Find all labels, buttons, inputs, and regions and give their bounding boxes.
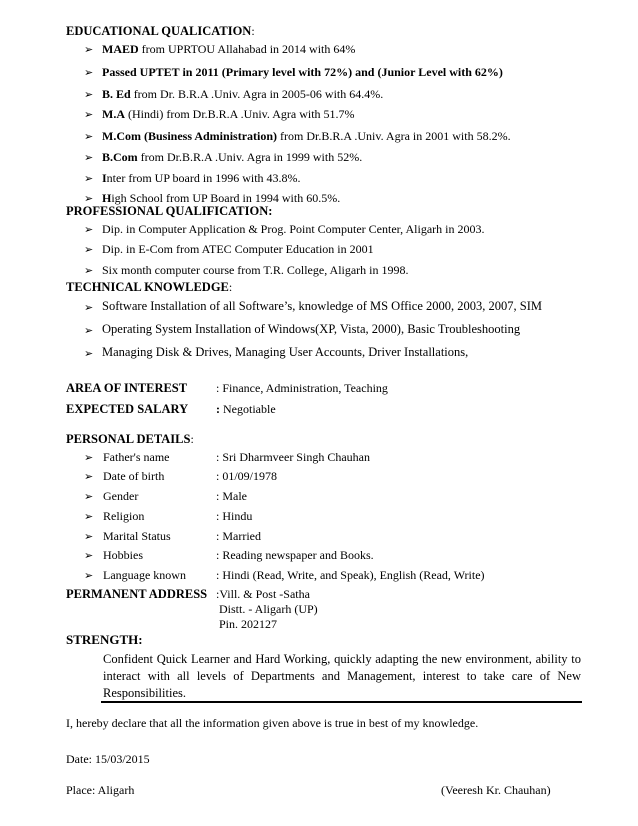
bullet-icon: ➢ [84, 131, 94, 143]
bullet-icon: ➢ [84, 173, 94, 185]
divider [101, 701, 582, 703]
detail-value: : Male [216, 489, 247, 503]
detail-label: Language known [103, 568, 186, 582]
strength-heading: STRENGTH: [66, 632, 143, 647]
bullet-icon: ➢ [84, 152, 94, 164]
detail-label: Marital Status [103, 529, 171, 543]
permanent-address-label: PERMANENT ADDRESS [66, 587, 208, 601]
area-of-interest-value: : Finance, Administration, Teaching [216, 381, 388, 395]
list-item: High School from UP Board in 1994 with 60.5%. [102, 191, 341, 205]
declaration-text: I, hereby declare that all the information given above is true in best of my knowledge. [66, 716, 479, 730]
detail-value: : Married [216, 529, 261, 543]
detail-label: Hobbies [103, 548, 143, 562]
bullet-icon: ➢ [84, 531, 94, 543]
bullet-icon: ➢ [84, 67, 94, 79]
detail-label: Gender [103, 489, 139, 503]
bullet-icon: ➢ [84, 224, 94, 236]
bullet-icon: ➢ [84, 570, 94, 582]
detail-value: : 01/09/1978 [216, 469, 278, 483]
detail-value: : Hindi (Read, Write, and Speak), English (Read, Write) [216, 568, 485, 582]
list-item: M.A (Hindi) from Dr.B.R.A .Univ. Agra with 51.7% [102, 107, 355, 121]
list-item: Six month computer course from T.R. College, Aligarh in 1998. [102, 263, 409, 277]
bullet-icon: ➢ [84, 348, 94, 360]
strength-text: Confident Quick Learner and Hard Working, quickly adapting the new environment, ability to interact with all levels of Departments and Management, interest to take care of New Responsibilities. [103, 652, 581, 700]
bullet-icon: ➢ [84, 325, 94, 337]
bullet-icon: ➢ [84, 302, 94, 314]
list-item: B.Com from Dr.B.R.A .Univ. Agra in 1999 with 52%. [102, 150, 363, 164]
area-of-interest-label: AREA OF INTEREST [66, 381, 188, 395]
list-item: B. Ed from Dr. B.R.A .Univ. Agra in 2005-06 with 64.4%. [102, 87, 384, 101]
bullet-icon: ➢ [84, 491, 94, 503]
personal-heading: PERSONAL DETAILS: [66, 432, 194, 446]
detail-label: Religion [103, 509, 145, 523]
place-text: Place: Aligarh [66, 783, 135, 797]
bullet-icon: ➢ [84, 471, 94, 483]
bullet-icon: ➢ [84, 452, 94, 464]
list-item: Dip. in E-Com from ATEC Computer Education in 2001 [102, 242, 374, 256]
list-item: Managing Disk & Drives, Managing User Accounts, Driver Installations, [102, 345, 469, 359]
address-line: Distt. - Aligarh (UP) [219, 602, 318, 616]
expected-salary-label: EXPECTED SALARY [66, 402, 189, 416]
detail-label: Date of birth [103, 469, 165, 483]
bullet-icon: ➢ [84, 193, 94, 205]
list-item: Inter from UP board in 1996 with 43.8%. [102, 171, 301, 185]
bullet-icon: ➢ [84, 44, 94, 56]
professional-heading: PROFESSIONAL QUALIFICATION: [66, 204, 273, 218]
detail-value: : Reading newspaper and Books. [216, 548, 374, 562]
list-item: Passed UPTET in 2011 (Primary level with 72%) and (Junior Level with 62%) [102, 65, 503, 79]
bullet-icon: ➢ [84, 265, 94, 277]
bullet-icon: ➢ [84, 550, 94, 562]
address-line: :Vill. & Post -Satha [216, 587, 310, 601]
list-item: Dip. in Computer Application & Prog. Point Computer Center, Aligarh in 2003. [102, 222, 485, 236]
bullet-icon: ➢ [84, 89, 94, 101]
expected-salary-value: : Negotiable [216, 402, 276, 416]
list-item: Software Installation of all Software’s, knowledge of MS Office 2000, 2003, 2007, SIM [102, 299, 542, 313]
detail-value: : Sri Dharmveer Singh Chauhan [216, 450, 370, 464]
bullet-icon: ➢ [84, 244, 94, 256]
educational-heading: EDUCATIONAL QUALICATION: [66, 24, 255, 38]
technical-heading: TECHNICAL KNOWLEDGE: [66, 280, 233, 294]
detail-value: : Hindu [216, 509, 253, 523]
address-line: Pin. 202127 [219, 617, 278, 631]
list-item: Operating System Installation of Windows(XP, Vista, 2000), Basic Troubleshooting [102, 322, 521, 336]
list-item: MAED from UPRTOU Allahabad in 2014 with 64% [102, 42, 356, 56]
date-text: Date: 15/03/2015 [66, 752, 150, 766]
signature-name: (Veeresh Kr. Chauhan) [441, 783, 551, 797]
list-item: M.Com (Business Administration) from Dr.B.R.A .Univ. Agra in 2001 with 58.2%. [102, 129, 511, 143]
bullet-icon: ➢ [84, 109, 94, 121]
bullet-icon: ➢ [84, 511, 94, 523]
detail-label: Father's name [103, 450, 170, 464]
